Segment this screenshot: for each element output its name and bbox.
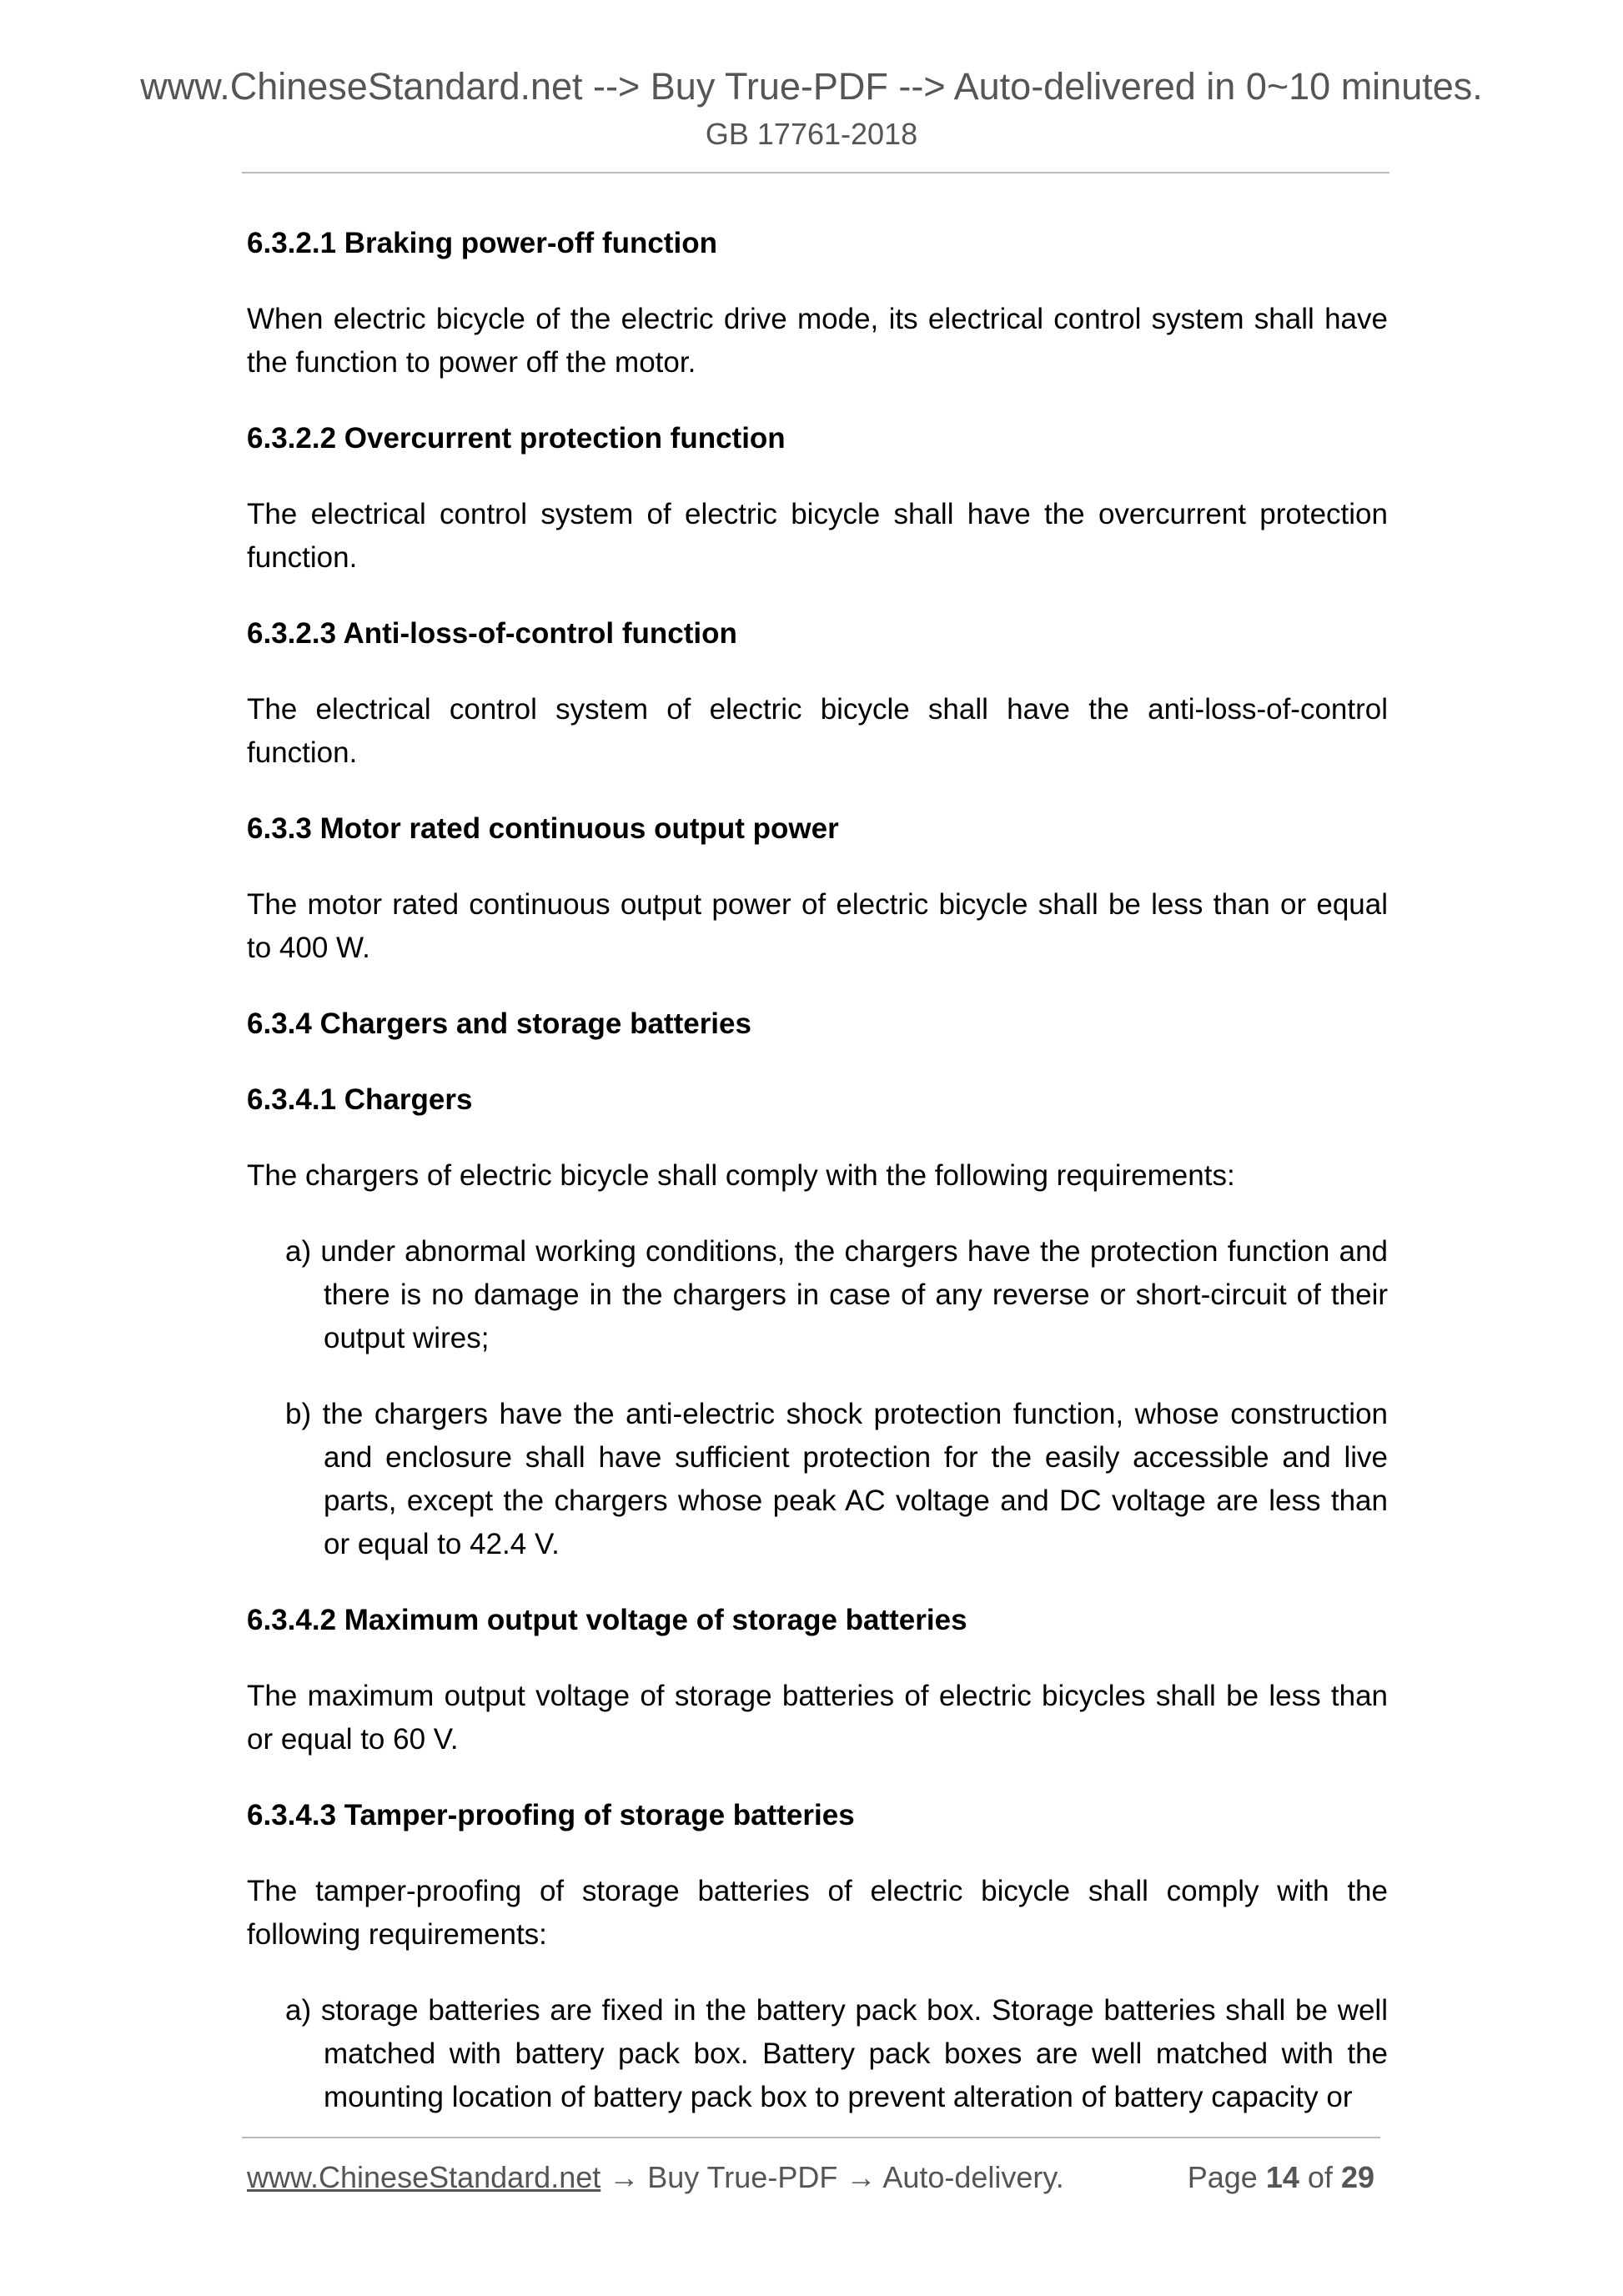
- footer-tagline: → Buy True-PDF → Auto-delivery.: [600, 2160, 1064, 2194]
- page-content: [247, 222, 1388, 2119]
- heading-6-3-4-3: 6.3.4.3 Tamper-proofing of storage batteries: [247, 1799, 855, 1831]
- paragraph-6-3-4-3: The tamper-proofing of storage batteries of electric bicycle shall comply with the following requirements:: [247, 1875, 1388, 1951]
- page-footer: [247, 2158, 1381, 2198]
- heading-6-3-3: 6.3.3 Motor rated continuous output power: [247, 812, 839, 845]
- heading-6-3-4-1: 6.3.4.1 Chargers: [247, 1083, 473, 1116]
- page-number: 14: [1265, 2160, 1299, 2194]
- paragraph-6-3-4-1: The chargers of electric bicycle shall comply with the following requirements:: [247, 1159, 1235, 1192]
- paragraph-6-3-2-2: The electrical control system of electric bicycle shall have the overcurrent protection function.: [247, 498, 1388, 574]
- footer-divider: [242, 2137, 1380, 2138]
- paragraph-6-3-2-3: The electrical control system of electric bicycle shall have the anti-loss-of-control function.: [247, 693, 1388, 769]
- page-total: 29: [1340, 2160, 1374, 2194]
- page-of-label: of: [1307, 2160, 1333, 2194]
- header-banner: www.ChineseStandard.net --> Buy True-PDF --> Auto-delivered in 0~10 minutes.: [140, 65, 1483, 108]
- heading-6-3-2-3: 6.3.2.3 Anti-loss-of-control function: [247, 617, 737, 650]
- list-item-6-3-4-3-a: a) storage batteries are fixed in the battery pack box. Storage batteries shall be well matched with battery pack box. Battery pack boxes are well matched with the mounting location of battery pack box to prevent alteration of battery capacity or: [285, 1994, 1388, 2113]
- heading-6-3-4-2: 6.3.4.2 Maximum output voltage of storage batteries: [247, 1604, 967, 1636]
- document-id: GB 17761-2018: [705, 117, 918, 151]
- paragraph-6-3-4-2: The maximum output voltage of storage batteries of electric bicycles shall be less than or equal to 60 V.: [247, 1680, 1388, 1756]
- paragraph-6-3-3: The motor rated continuous output power of electric bicycle shall be less than or equal to 400 W.: [247, 888, 1388, 964]
- footer-link[interactable]: www.ChineseStandard.net: [247, 2160, 601, 2194]
- list-item-6-3-4-1-a: a) under abnormal working conditions, the chargers have the protection function and there is no damage in the chargers in case of any reverse or short-circuit of their output wires;: [285, 1235, 1388, 1354]
- heading-6-3-4: 6.3.4 Chargers and storage batteries: [247, 1007, 751, 1040]
- header-divider: [242, 172, 1389, 173]
- list-item-6-3-4-1-b: b) the chargers have the anti-electric shock protection function, whose construction and enclosure shall have sufficient protection for the easily accessible and live parts, except the chargers whose peak AC voltage and DC voltage are less than or equal to 42.4 V.: [285, 1398, 1388, 1560]
- heading-6-3-2-1: 6.3.2.1 Braking power-off function: [247, 227, 717, 259]
- page-indicator: [1188, 2158, 1374, 2198]
- paragraph-6-3-2-1: When electric bicycle of the electric drive mode, its electrical control system shall have the function to power off the motor.: [247, 303, 1388, 379]
- heading-6-3-2-2: 6.3.2.2 Overcurrent protection function: [247, 422, 786, 455]
- page-label: Page: [1187, 2160, 1258, 2194]
